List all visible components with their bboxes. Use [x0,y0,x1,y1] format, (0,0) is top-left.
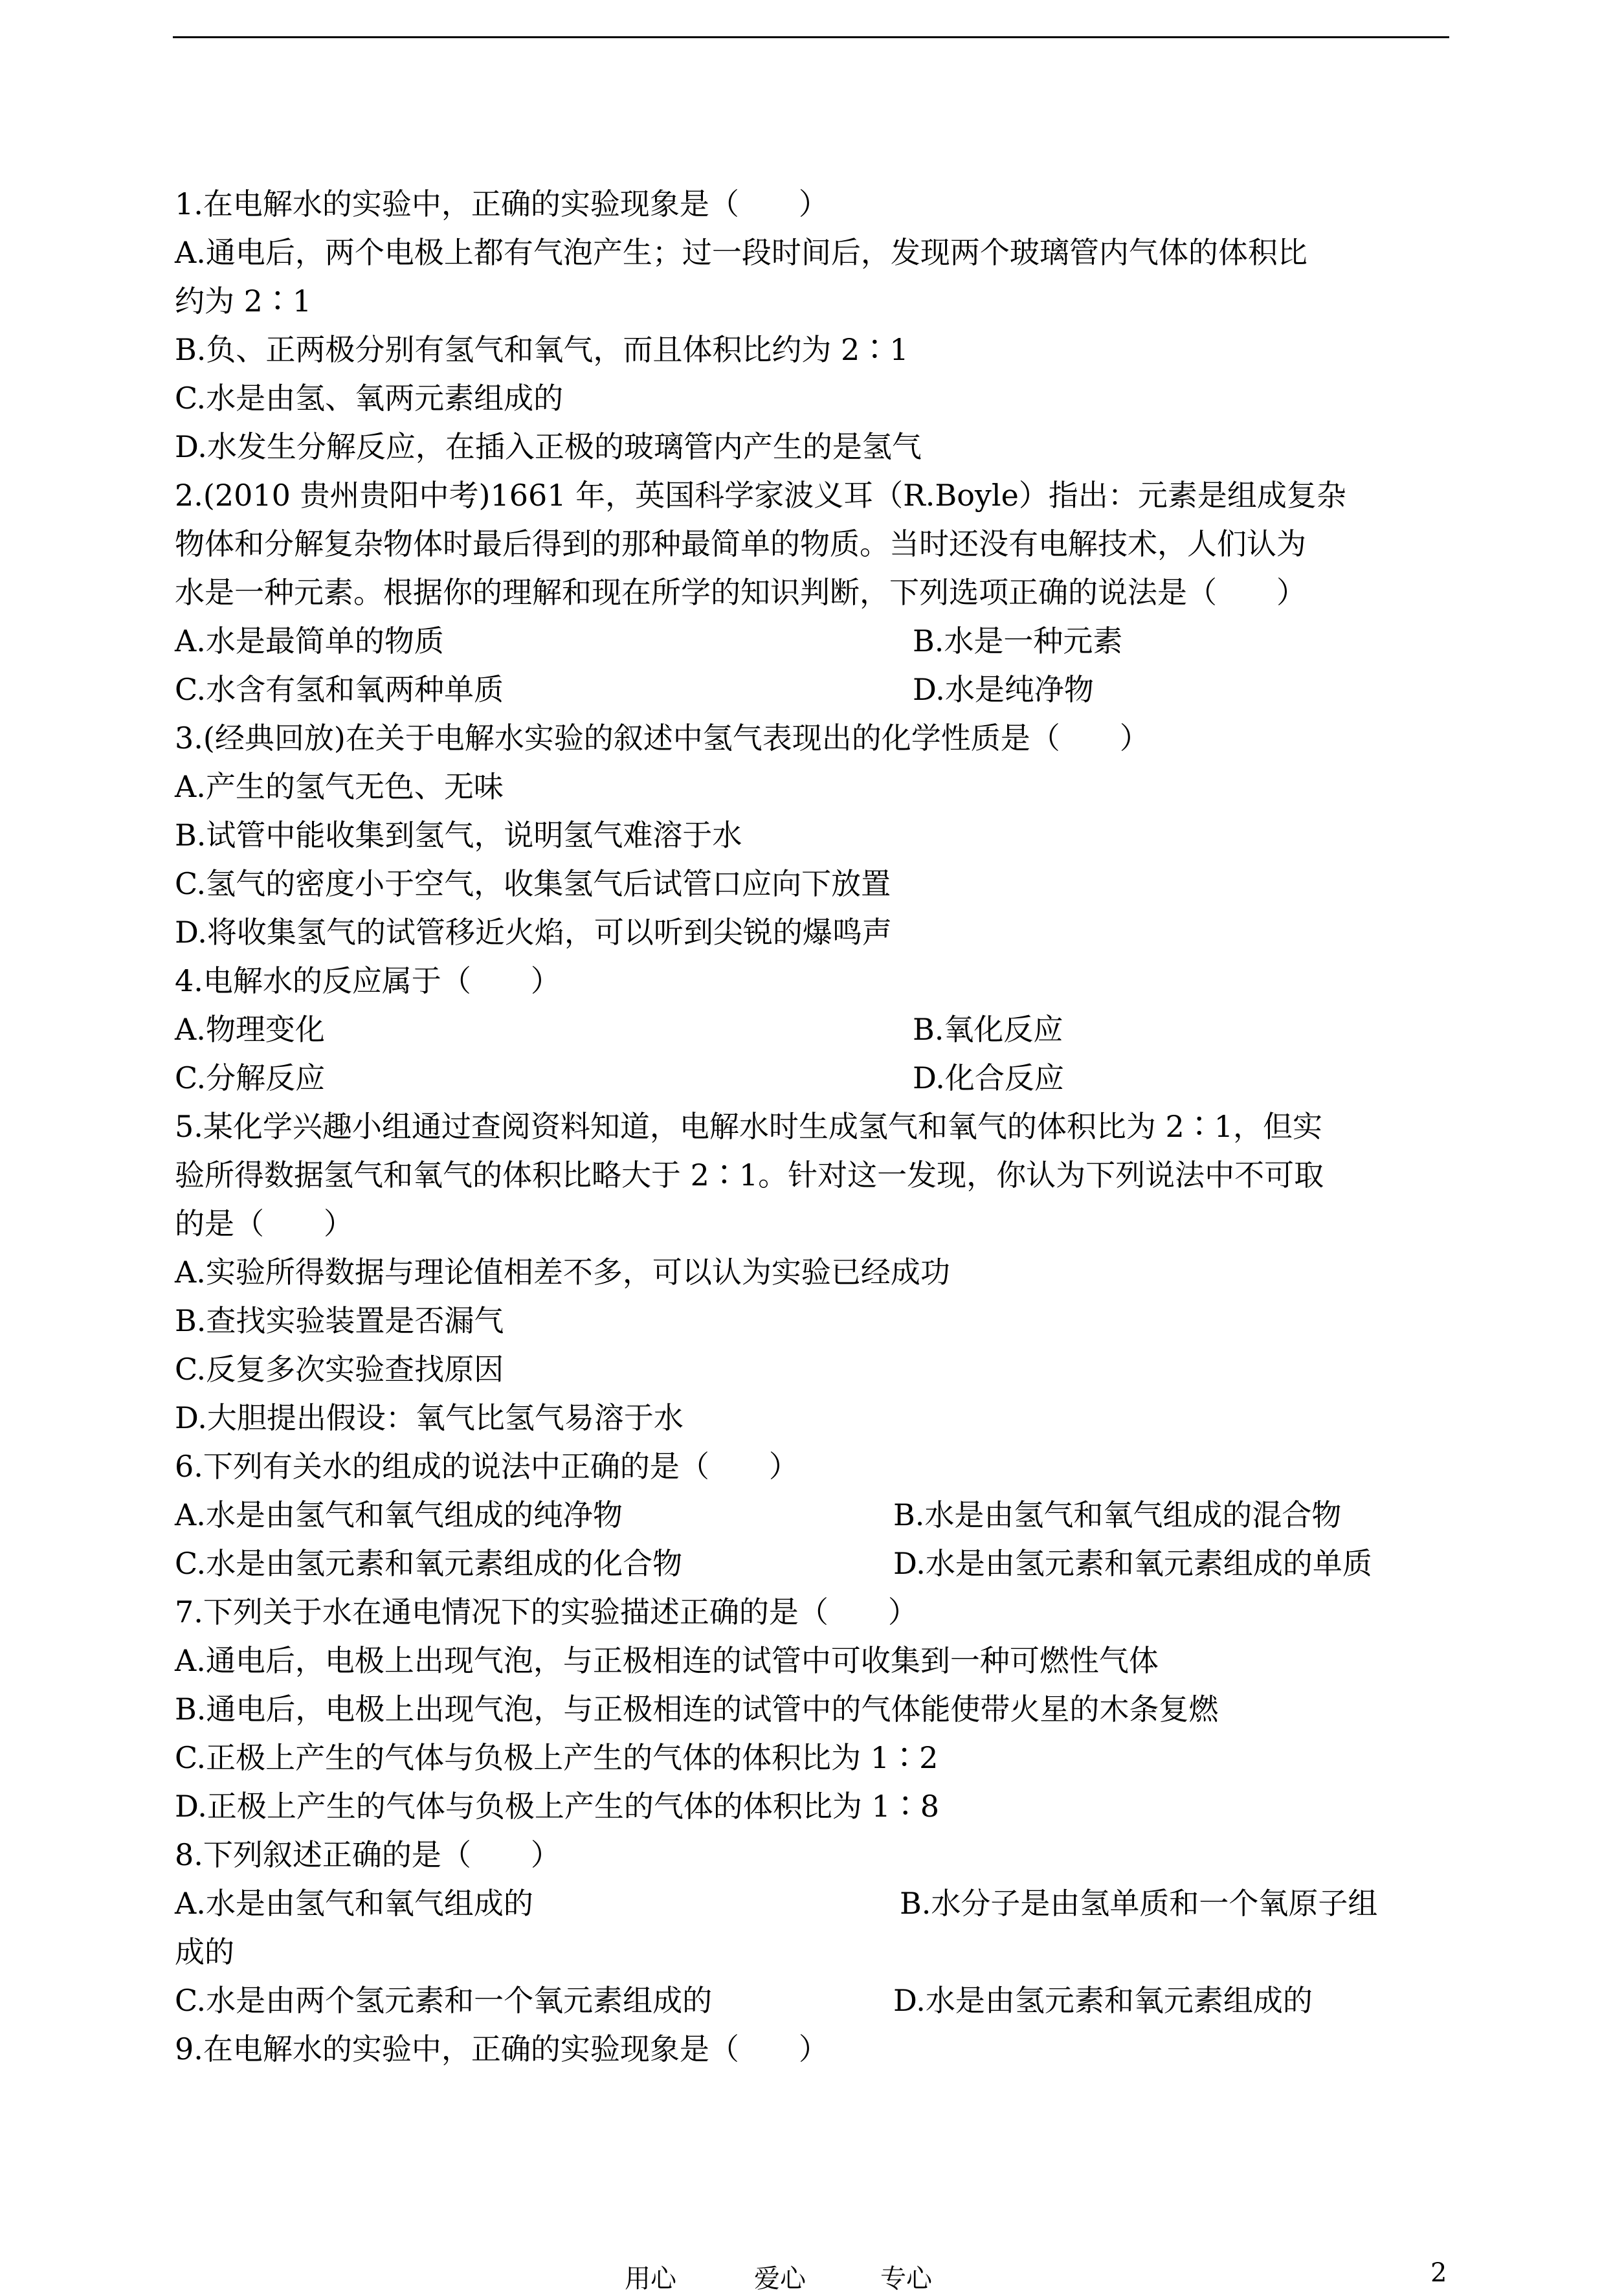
option: D.水是由氢元素和氧元素组成的 [893,1983,1313,2018]
question-stem: 2.(2010 贵州贵阳中考)1661 年，英国科学家波义耳（R.Boyle）指出：元素是组成复杂 [175,478,1346,513]
option-row [175,1491,1453,1539]
option: B.水分子是由氢单质和一个氧原子组 [900,1886,1378,1921]
option: D.水是纯净物 [913,672,1094,707]
question-stem: 的是（ ） [175,1206,353,1241]
option-row [175,1005,1453,1054]
option: C.氢气的密度小于空气，收集氢气后试管口应向下放置 [175,866,891,901]
option-row [175,666,1453,714]
option-row [175,617,1453,666]
option: A.产生的氢气无色、无味 [175,769,504,804]
page-number: 2 [1430,2258,1447,2288]
option: A.水是由氢气和氧气组成的 [175,1886,533,1921]
option-continuation: 成的 [175,1934,234,1969]
option: C.水是由两个氢元素和一个氧元素组成的 [175,1983,713,2018]
question-stem: 4.电解水的反应属于（ ） [175,963,561,998]
option: C.反复多次实验查找原因 [175,1352,504,1387]
option: C.分解反应 [175,1060,326,1095]
option: D.水是由氢元素和氧元素组成的单质 [893,1546,1372,1581]
option: D.化合反应 [913,1060,1064,1095]
option: A.实验所得数据与理论值相差不多，可以认为实验已经成功 [175,1255,950,1290]
option: C.水含有氢和氧两种单质 [175,672,504,707]
option: 约为 2∶1 [175,284,312,319]
option: B.氧化反应 [913,1012,1063,1047]
option: A.通电后，电极上出现气泡，与正极相连的试管中可收集到一种可燃性气体 [175,1643,1159,1678]
footer-text: 用心 [625,2264,676,2294]
question-stem: 8.下列叙述正确的是（ ） [175,1837,561,1872]
option: B.查找实验装置是否漏气 [175,1303,504,1338]
option-row [175,1879,1453,1928]
option: D.水发生分解反应，在插入正极的玻璃管内产生的是氢气 [175,429,922,464]
option: B.负、正两极分别有氢气和氧气，而且体积比约为 2∶1 [175,332,909,367]
option-row [175,1976,1453,2025]
question-stem: 6.下列有关水的组成的说法中正确的是（ ） [175,1449,799,1484]
option-row [175,1539,1453,1588]
header-rule [173,36,1449,38]
option: C.正极上产生的气体与负极上产生的气体的体积比为 1∶2 [175,1740,939,1775]
option: B.水是由氢气和氧气组成的混合物 [893,1497,1342,1532]
option: D.正极上产生的气体与负极上产生的气体的体积比为 1∶8 [175,1789,940,1824]
option: A.水是由氢气和氧气组成的纯净物 [175,1497,623,1532]
question-stem: 物体和分解复杂物体时最后得到的那种最简单的物质。当时还没有电解技术，人们认为 [175,526,1306,561]
option: A.水是最简单的物质 [175,623,444,658]
option: B.通电后，电极上出现气泡，与正极相连的试管中的气体能使带火星的木条复燃 [175,1692,1219,1727]
question-stem: 1.在电解水的实验中，正确的实验现象是（ ） [175,186,829,221]
footer-text: 爱心 [754,2264,806,2294]
option: B.水是一种元素 [913,623,1123,658]
option-row [175,1054,1453,1103]
footer-text: 专心 [880,2264,932,2294]
question-stem: 3.(经典回放)在关于电解水实验的叙述中氢气表现出的化学性质是（ ） [175,721,1150,756]
option: B.试管中能收集到氢气，说明氢气难溶于水 [175,818,742,853]
question-stem: 5.某化学兴趣小组通过查阅资料知道，电解水时生成氢气和氧气的体积比为 2∶1，但实 [175,1109,1323,1144]
option: A.通电后，两个电极上都有气泡产生；过一段时间后，发现两个玻璃管内气体的体积比 [175,235,1307,270]
question-stem: 验所得数据氢气和氧气的体积比略大于 2∶1。针对这一发现，你认为下列说法中不可取 [175,1158,1324,1192]
question-stem: 7.下列关于水在通电情况下的实验描述正确的是（ ） [175,1595,918,1629]
page-footer [0,2258,1624,2294]
exercise-list [175,180,1453,2074]
option: A.物理变化 [175,1012,325,1047]
option: D.大胆提出假设：氧气比氢气易溶于水 [175,1400,684,1435]
option: D.将收集氢气的试管移近火焰，可以听到尖锐的爆鸣声 [175,915,892,950]
question-stem: 水是一种元素。根据你的理解和现在所学的知识判断，下列选项正确的说法是（ ） [175,575,1306,610]
option: C.水是由氢元素和氧元素组成的化合物 [175,1546,683,1581]
question-stem: 9.在电解水的实验中，正确的实验现象是（ ） [175,2032,829,2066]
option: C.水是由氢、氧两元素组成的 [175,381,564,416]
